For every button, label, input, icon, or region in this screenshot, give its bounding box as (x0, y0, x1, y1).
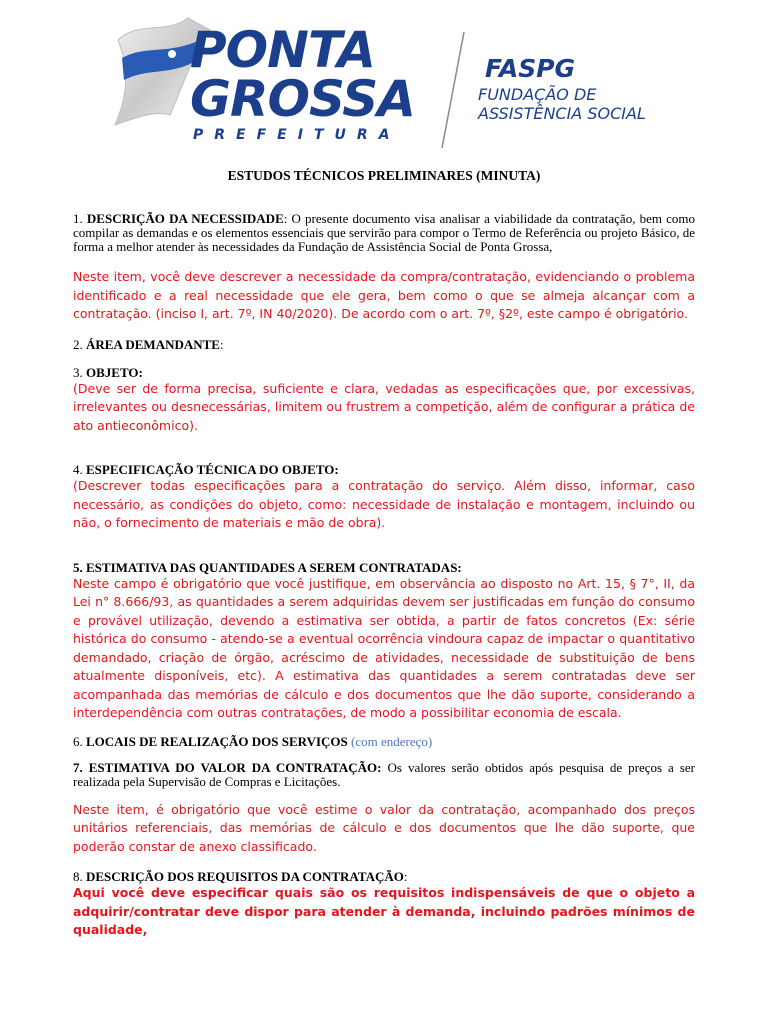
section-6 (73, 735, 695, 749)
section-8-heading: DESCRIÇÃO DOS REQUISITOS DA CONTRATAÇÃO (86, 869, 404, 884)
section-1-heading: DESCRIÇÃO DA NECESSIDADE (86, 211, 284, 226)
section-8-number: 8. (73, 869, 86, 884)
section-4 (73, 463, 695, 477)
section-6-hint: (com endereço) (347, 733, 433, 749)
section-1 (73, 212, 695, 254)
page-header (0, 0, 768, 160)
section-7 (73, 761, 695, 789)
section-3-heading: OBJETO: (86, 364, 143, 380)
faspg-name-line2: ASSISTÊNCIA SOCIAL (478, 104, 646, 123)
section-8 (73, 870, 695, 884)
logo-line-grossa: GROSSA (190, 70, 415, 128)
section-4-note: (Descrever todas especificações para a contratação do serviço. Além disso, informar, caso necessário, as condições do objeto, como: necessidade de instalação e montagem, incluindo ou não, o fornecimento de materiais e mão de obra). (73, 478, 695, 530)
section-2-heading: ÁREA DEMANDANTE (86, 336, 220, 352)
section-5-note: Neste campo é obrigatório que você justifique, em observância ao disposto no Art. 15, § 7°, II, da Lei n° 8.666/93, as quantidades a serem adquiridas devem ser justificadas em função do consumo e provável utilização, devendo a estimativa ser obtida, a partir de fatos concretos (Ex: série histórica do consumo - atendo-se a eventual ocorrência vindoura capaz de impactar o quantitativo demandado, criação de órgão, acréscimo de atividades, necessidade de substituição de bens atualmente disponíveis, etc). A estimativa das quantidades a serem contratadas deve ser acompanhada das memórias de cálculo e dos documentos que lhe dão suporte, considerando a interdependência com outras contratações, de modo a possibilitar economia de escala. (73, 575, 695, 720)
section-3 (73, 366, 695, 380)
section-2-number: 2. (73, 336, 86, 352)
faspg-title: FASPG (485, 54, 576, 83)
section-3-note: (Deve ser de forma precisa, suficiente e clara, vedadas as especificações que, por excessivas, irrelevantes ou desnecessárias, limitem ou frustrem a competição, além de configurar a prática de ato antieconômico). (73, 380, 695, 433)
section-4-number: 4. (73, 462, 86, 477)
faspg-name-line1: FUNDAÇÃO DE (478, 85, 597, 104)
section-2-suffix: : (219, 336, 224, 352)
section-2 (73, 338, 695, 352)
section-7-note: Neste item, é obrigatório que você estime o valor da contratação, acompanhado dos preços unitários referenciais, das memórias de cálculo e dos documentos que lhe dão suporte, que poderão constar de anexo classificado. (73, 801, 695, 854)
section-4-heading: ESPECIFICAÇÃO TÉCNICA DO OBJETO: (86, 462, 339, 477)
header-divider (438, 30, 468, 150)
section-7-heading: 7. ESTIMATIVA DO VALOR DA CONTRATAÇÃO: (73, 759, 382, 775)
section-8-note: Aqui você deve especificar quais são os requisitos indispensáveis de que o objeto a adquirir/contratar deve dispor para atender à demanda, incluindo padrões mínimos de qualidade, (73, 885, 695, 937)
logo-line-ponta: PONTA (190, 21, 375, 79)
section-6-number: 6. (73, 733, 86, 749)
section-8-suffix: : (403, 869, 408, 884)
section-1-number: 1. (73, 211, 87, 226)
logo-subtitle: PREFEITURA (193, 127, 401, 143)
section-7-body: Os valores serão obtidos após pesquisa de preços a ser realizada pela Supervisão de Compras e Licitações. (73, 759, 695, 789)
logo-wordmark (190, 21, 430, 128)
section-3-number: 3. (73, 364, 86, 380)
section-6-heading: LOCAIS DE REALIZAÇÃO DOS SERVIÇOS (86, 733, 348, 749)
section-1-body: : O presente documento visa analisar a viabilidade da contratação, bem como compilar as demandas e os elementos essenciais que servirão para compor o Termo de Referência ou projeto Básico, de forma a melhor atender às necessidades da Fundação de Assistência Social de Ponta Grossa, (73, 211, 696, 254)
document-body (73, 166, 695, 940)
faspg-name (478, 85, 678, 123)
section-1-note: Neste item, você deve descrever a necessidade da compra/contratação, evidenciando o problema identificado e a real necessidade que ele gera, bem como o que se almeja alcançar com a contratação. (inciso I, art. 7º, IN 40/2020). De acordo com o art. 7º, §2º, este campo é obrigatório. (73, 269, 695, 321)
section-5-heading: 5. ESTIMATIVA DAS QUANTIDADES A SEREM CONTRATADAS: (73, 559, 462, 575)
document-title: ESTUDOS TÉCNICOS PRELIMINARES (MINUTA) (227, 168, 541, 183)
